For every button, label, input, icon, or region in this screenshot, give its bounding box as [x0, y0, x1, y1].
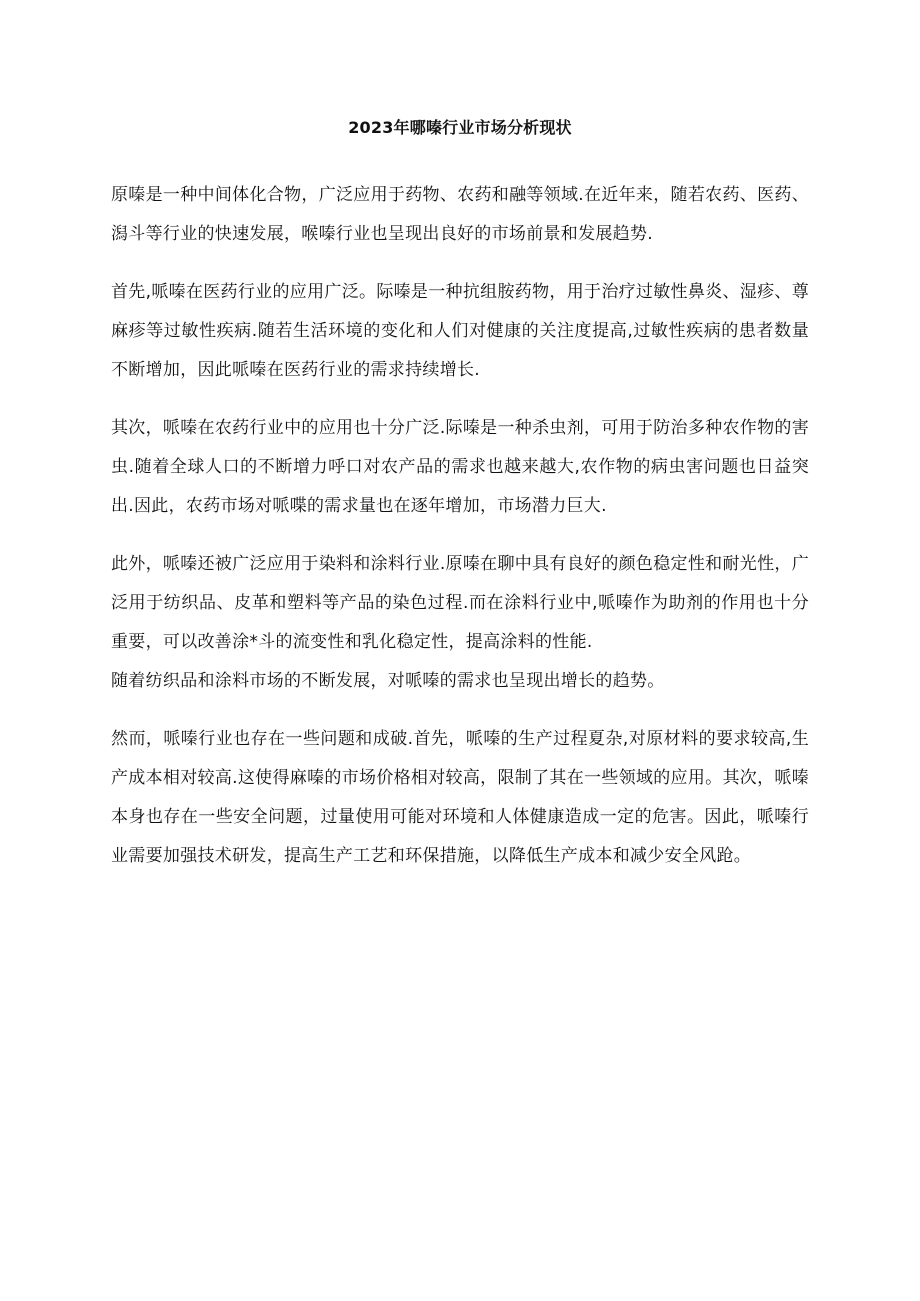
paragraph-dyes: 此外，哌嗪还被广泛应用于染料和涂料行业.原嗪在聊中具有良好的颜色稳定性和耐光性，广泛用于纺织品、皮革和塑料等产品的染色过程.而在涂料行业中,哌嗪作为助剂的作用也十分重要，可以改善涂*斗的流变性和乳化稳定性，提高涂料的性能. — [111, 554, 809, 652]
paragraph-medical: 首先,哌嗪在医药行业的应用广泛。际嗪是一种抗组胺药物，用于治疗过敏性鼻炎、湿疹、尊麻疹等过敏性疾病.随若生活环境的变化和人们对健康的关注度提高,过敏性疾病的患者数量不断增加，因此哌嗪在医药行业的需求持续增长. — [111, 282, 809, 380]
document-title: 2023年哪嗪行业市场分析现状 — [348, 118, 572, 137]
document-body — [111, 176, 809, 876]
paragraph-pesticide: 其次，哌嗪在农药行业中的应用也十分广泛.际嗪是一种杀虫剂，可用于防治多种农作物的害虫.随着全球人口的不断增力呼口对农产品的需求也越来越大,农作物的病虫害问题也日益突出.因此，农药市场对哌喋的需求量也在逐年增加，市场潜力巨大. — [111, 418, 809, 516]
paragraph-challenges: 然而，哌嗪行业也存在一些问题和成破.首先，哌嗪的生产过程夏杂,对原材料的要求较高,生产成本相对较高.这使得麻嗪的市场价格相对较高，限制了其在一些领域的应用。其次，哌嗪本身也存在一些安全问题，过量使用可能对环境和人体健康造成一定的危害。因此，哌嗪行业需要加强技术研发，提高生产工艺和环保措施，以降低生产成本和减少安全风跄。 — [111, 729, 809, 866]
paragraph-dyes-trend: 随着纺织品和涂料市场的不断发展，对哌嗪的需求也呈现出增长的趋势。 — [111, 671, 665, 691]
paragraph-intro: 原嗪是一种中间体化合物，广泛应用于药物、农药和融等领域.在近年来，随若农药、医药、潟斗等行业的快速发展，喉嗪行业也呈现出良好的市场前景和发展趋势. — [111, 185, 809, 244]
